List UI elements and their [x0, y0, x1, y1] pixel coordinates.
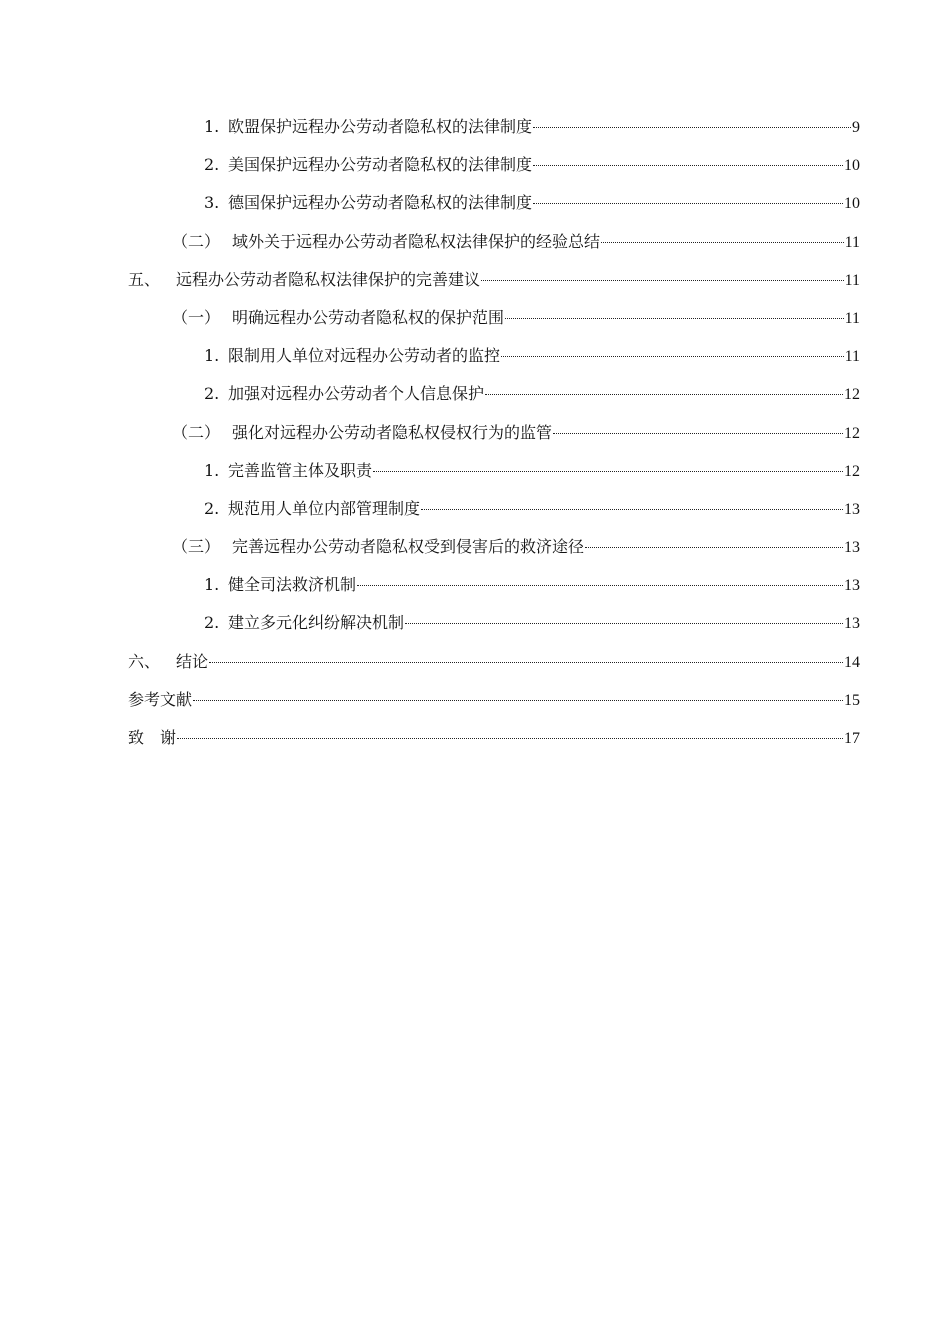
toc-entry-page-number: 9 — [852, 119, 860, 136]
toc-dot-leader — [373, 471, 843, 472]
toc-entry-page-number: 11 — [844, 271, 860, 289]
toc-entry-number: 2. — [204, 613, 220, 633]
toc-entry-title: 致 谢 — [128, 728, 177, 747]
toc-entry-page-number: 10 — [844, 157, 860, 175]
toc-entry-page-number: 12 — [844, 424, 860, 442]
toc-entry-title: 远程办公劳动者隐私权法律保护的完善建议 — [176, 269, 481, 289]
toc-entry-page-number: 11 — [844, 309, 860, 327]
toc-dot-leader — [553, 433, 843, 434]
toc-entry[interactable] — [128, 146, 860, 184]
toc-entry[interactable] — [128, 414, 860, 452]
toc-entry-number: 3. — [204, 193, 220, 213]
toc-entry-title: 域外关于远程办公劳动者隐私权法律保护的经验总结 — [232, 231, 601, 251]
toc-entry[interactable] — [128, 223, 860, 261]
toc-entry-number: （二） — [172, 231, 221, 251]
toc-entry[interactable] — [128, 261, 860, 299]
toc-dot-leader — [193, 700, 843, 701]
toc-entry-number: 1. — [204, 575, 220, 595]
toc-dot-leader — [585, 547, 843, 548]
toc-entry-page-number: 13 — [844, 500, 860, 518]
toc-entry-page-number: 14 — [844, 653, 860, 671]
toc-entry-number: （一） — [172, 307, 221, 327]
toc-entry-page-number: 13 — [844, 615, 860, 633]
toc-entry[interactable] — [128, 375, 860, 413]
toc-entry[interactable] — [128, 643, 860, 681]
toc-entry-number: 2. — [204, 384, 220, 404]
toc-entry-page-number: 13 — [844, 539, 860, 557]
toc-entry[interactable] — [128, 566, 860, 604]
toc-entry-page-number: 12 — [844, 462, 860, 480]
toc-dot-leader — [501, 356, 844, 357]
toc-entry-number: 1. — [204, 346, 220, 366]
toc-entry-title: 健全司法救济机制 — [228, 575, 357, 595]
toc-entry-title: 明确远程办公劳动者隐私权的保护范围 — [232, 307, 505, 327]
toc-entry-page-number: 11 — [844, 348, 860, 366]
toc-entry-title: 限制用人单位对远程办公劳动者的监控 — [228, 346, 501, 366]
toc-entry-page-number: 12 — [844, 386, 860, 404]
toc-entry-number: 1. — [204, 460, 220, 480]
toc-dot-leader — [421, 509, 843, 510]
toc-entry-number: 六、 — [128, 651, 161, 671]
toc-entry-title: 建立多元化纠纷解决机制 — [228, 613, 405, 633]
toc-entry-title: 强化对远程办公劳动者隐私权侵权行为的监管 — [232, 422, 553, 442]
toc-dot-leader — [533, 203, 843, 204]
toc-entry[interactable] — [128, 681, 860, 719]
toc-entry-number: 2. — [204, 498, 220, 518]
toc-entry-title: 欧盟保护远程办公劳动者隐私权的法律制度 — [228, 117, 533, 136]
toc-entry-page-number: 15 — [844, 691, 860, 709]
toc-entry-title: 规范用人单位内部管理制度 — [228, 498, 421, 518]
toc-dot-leader — [505, 318, 844, 319]
toc-entry-number: 2. — [204, 155, 220, 175]
toc-entry-title: 完善监管主体及职责 — [228, 460, 373, 480]
toc-entry-number: （三） — [172, 537, 221, 557]
toc-dot-leader — [209, 662, 843, 663]
toc-entry-number: 1. — [204, 117, 220, 136]
toc-entry-number: 五、 — [128, 269, 161, 289]
toc-entry[interactable] — [128, 604, 860, 642]
toc-entry[interactable] — [128, 337, 860, 375]
toc-entry-title: 德国保护远程办公劳动者隐私权的法律制度 — [228, 193, 533, 213]
table-of-contents — [128, 108, 860, 757]
toc-entry-page-number: 10 — [844, 195, 860, 213]
toc-entry[interactable] — [128, 490, 860, 528]
toc-dot-leader — [533, 165, 843, 166]
toc-dot-leader — [533, 127, 851, 128]
toc-entry[interactable] — [128, 719, 860, 757]
toc-entry[interactable] — [128, 452, 860, 490]
toc-entry-page-number: 17 — [844, 730, 860, 747]
toc-entry[interactable] — [128, 108, 860, 146]
toc-entry[interactable] — [128, 184, 860, 222]
toc-entry-number: （二） — [172, 422, 221, 442]
toc-entry-title: 完善远程办公劳动者隐私权受到侵害后的救济途径 — [232, 537, 585, 557]
toc-entry-title: 结论 — [176, 651, 209, 671]
toc-entry-page-number: 13 — [844, 577, 860, 595]
toc-dot-leader — [357, 585, 843, 586]
toc-dot-leader — [481, 280, 844, 281]
toc-entry-title: 参考文献 — [128, 689, 193, 709]
toc-entry-title: 美国保护远程办公劳动者隐私权的法律制度 — [228, 155, 533, 175]
toc-dot-leader — [485, 394, 843, 395]
toc-dot-leader — [601, 242, 844, 243]
toc-entry-page-number: 11 — [844, 233, 860, 251]
toc-entry[interactable] — [128, 299, 860, 337]
toc-dot-leader — [405, 623, 843, 624]
toc-entry[interactable] — [128, 528, 860, 566]
toc-entry-title: 加强对远程办公劳动者个人信息保护 — [228, 384, 485, 404]
toc-dot-leader — [177, 738, 843, 739]
